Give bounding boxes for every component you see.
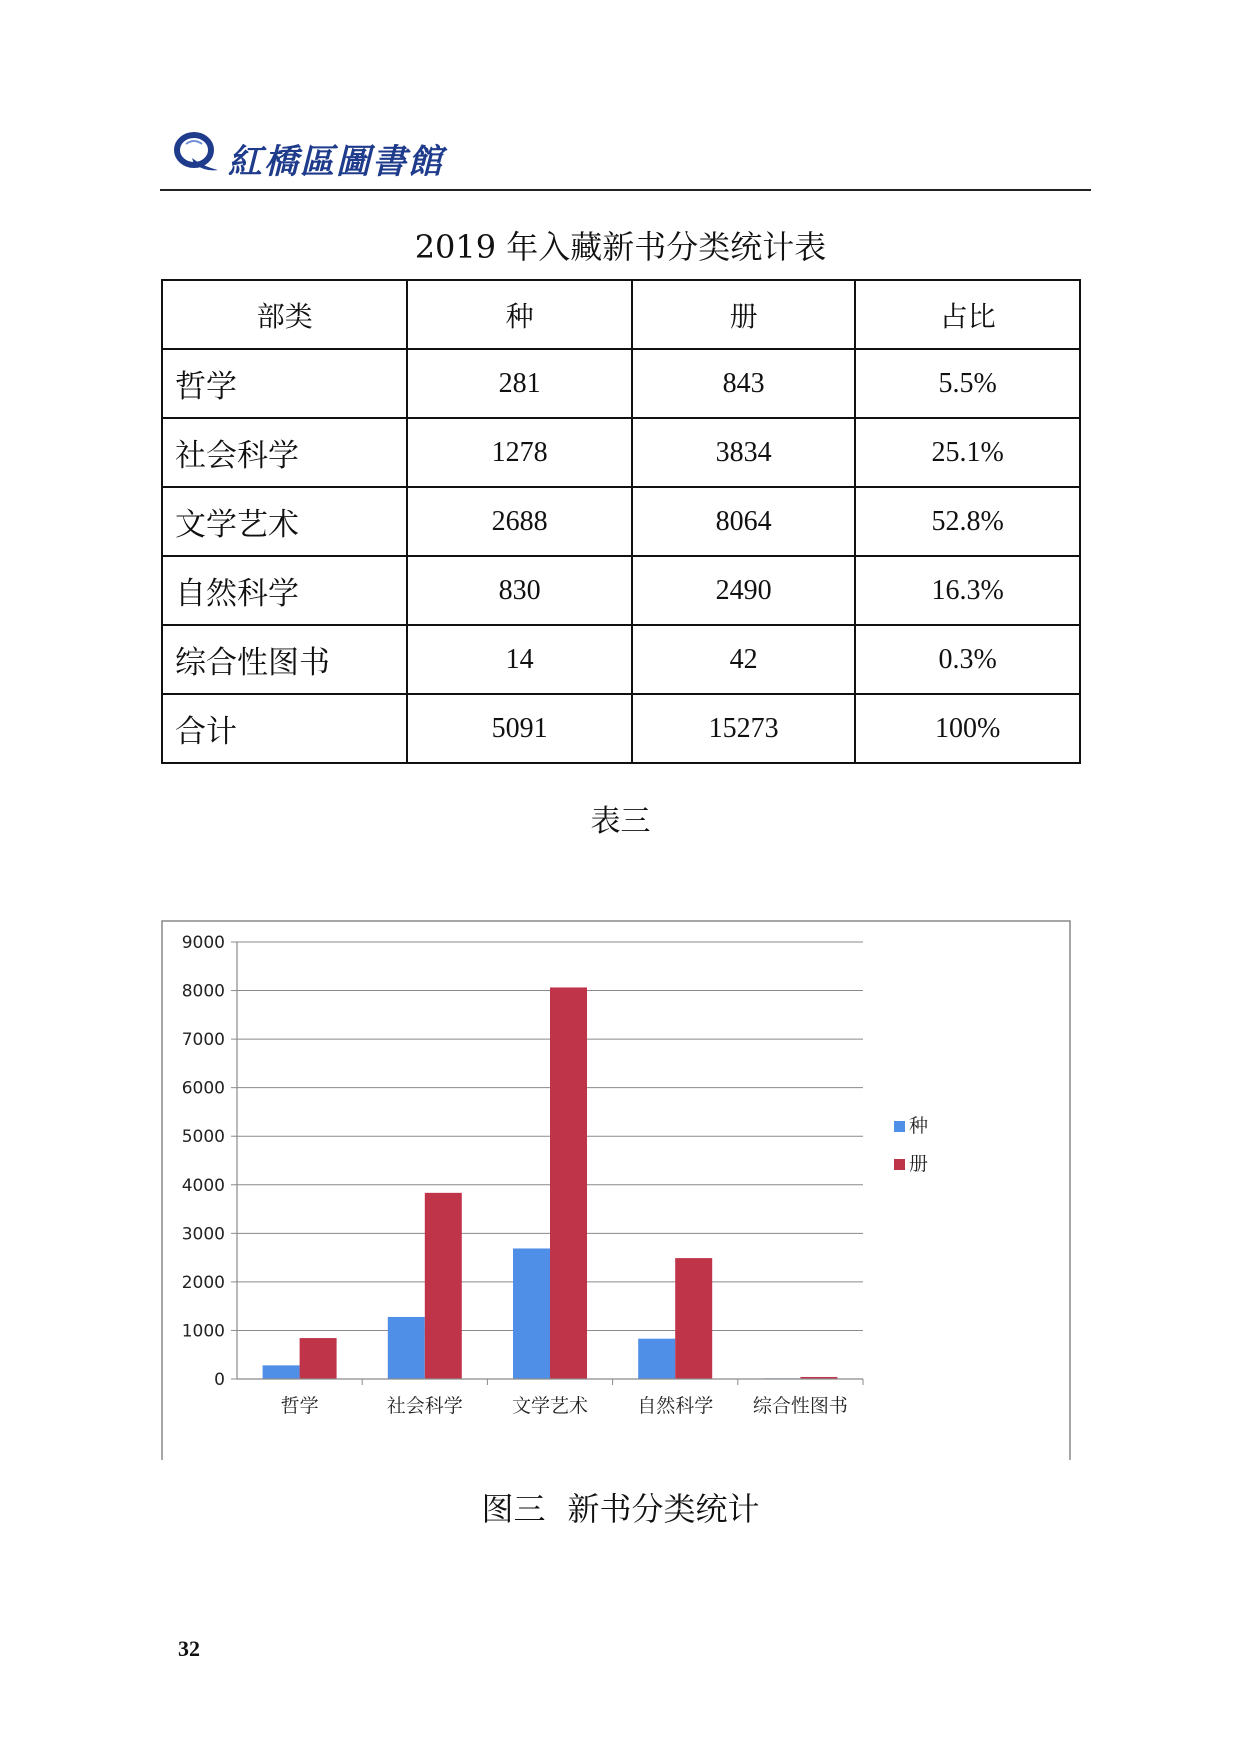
y-tick-label: 3000 bbox=[181, 1224, 225, 1245]
chart-caption-text: 新书分类统计 bbox=[567, 1490, 760, 1528]
legend-swatch bbox=[894, 1121, 905, 1132]
table-row bbox=[162, 625, 1080, 694]
y-tick-label: 2000 bbox=[181, 1272, 225, 1293]
y-tick-label: 6000 bbox=[181, 1078, 225, 1099]
legend-swatch bbox=[894, 1159, 905, 1170]
library-q-logo-icon bbox=[172, 128, 220, 176]
volumes-cell: 843 bbox=[632, 349, 856, 418]
bar-volumes bbox=[550, 987, 587, 1379]
bar-chart bbox=[161, 920, 1071, 1460]
x-tick-label: 综合性图书 bbox=[752, 1395, 848, 1417]
page-header bbox=[160, 128, 1090, 188]
kinds-cell: 1278 bbox=[407, 418, 632, 487]
category-cell: 社会科学 bbox=[162, 418, 407, 487]
table-row bbox=[162, 487, 1080, 556]
legend-label: 种 bbox=[909, 1115, 929, 1137]
chart-caption-number: 图三 bbox=[481, 1490, 546, 1528]
volumes-cell: 8064 bbox=[632, 487, 856, 556]
bar-kinds bbox=[263, 1365, 300, 1379]
kinds-cell: 281 bbox=[407, 349, 632, 418]
y-tick-label: 4000 bbox=[181, 1175, 225, 1196]
volumes-cell: 2490 bbox=[632, 556, 856, 625]
bar-kinds bbox=[638, 1339, 675, 1379]
x-tick-label: 文学艺术 bbox=[511, 1395, 589, 1417]
y-tick-label: 9000 bbox=[181, 933, 225, 953]
column-header-kinds: 种 bbox=[407, 280, 632, 349]
bar-kinds bbox=[388, 1317, 425, 1379]
bar-volumes bbox=[425, 1193, 462, 1379]
y-tick-label: 1000 bbox=[181, 1321, 225, 1342]
column-header-category: 部类 bbox=[162, 280, 407, 349]
volumes-cell: 42 bbox=[632, 625, 856, 694]
table-row bbox=[162, 418, 1080, 487]
share-cell: 100% bbox=[855, 694, 1080, 763]
share-cell: 5.5% bbox=[855, 349, 1080, 418]
bar-kinds bbox=[513, 1248, 550, 1379]
statistics-table bbox=[161, 279, 1081, 764]
category-cell: 综合性图书 bbox=[162, 625, 407, 694]
table-header-row bbox=[162, 280, 1080, 349]
volumes-cell: 3834 bbox=[632, 418, 856, 487]
kinds-cell: 14 bbox=[407, 625, 632, 694]
y-tick-label: 8000 bbox=[181, 981, 225, 1002]
header-divider bbox=[160, 189, 1091, 191]
kinds-cell: 5091 bbox=[407, 694, 632, 763]
table-row bbox=[162, 556, 1080, 625]
x-tick-label: 哲学 bbox=[280, 1395, 319, 1417]
page-number: 32 bbox=[178, 1636, 200, 1661]
table-caption: 表三 bbox=[590, 804, 651, 839]
share-cell: 52.8% bbox=[855, 487, 1080, 556]
category-cell: 哲学 bbox=[162, 349, 407, 418]
volumes-cell: 15273 bbox=[632, 694, 856, 763]
bar-volumes bbox=[675, 1258, 712, 1379]
y-tick-label: 7000 bbox=[181, 1030, 225, 1051]
category-cell: 文学艺术 bbox=[162, 487, 407, 556]
legend-label: 册 bbox=[909, 1153, 929, 1175]
y-tick-label: 5000 bbox=[181, 1127, 225, 1148]
y-tick-label: 0 bbox=[214, 1370, 225, 1390]
bar-volumes bbox=[300, 1338, 337, 1379]
share-cell: 25.1% bbox=[855, 418, 1080, 487]
x-tick-label: 社会科学 bbox=[386, 1395, 463, 1417]
share-cell: 16.3% bbox=[855, 556, 1080, 625]
chart-caption bbox=[0, 1484, 1241, 1530]
table-row bbox=[162, 694, 1080, 763]
kinds-cell: 830 bbox=[407, 556, 632, 625]
category-cell: 合计 bbox=[162, 694, 407, 763]
table-title: 2019 年入藏新书分类统计表 bbox=[414, 228, 827, 266]
column-header-volumes: 册 bbox=[632, 280, 856, 349]
library-logo-text: 紅橋區圖書館 bbox=[228, 142, 444, 182]
column-header-share: 占比 bbox=[855, 280, 1080, 349]
share-cell: 0.3% bbox=[855, 625, 1080, 694]
table-row bbox=[162, 349, 1080, 418]
kinds-cell: 2688 bbox=[407, 487, 632, 556]
category-cell: 自然科学 bbox=[162, 556, 407, 625]
x-tick-label: 自然科学 bbox=[637, 1395, 714, 1417]
